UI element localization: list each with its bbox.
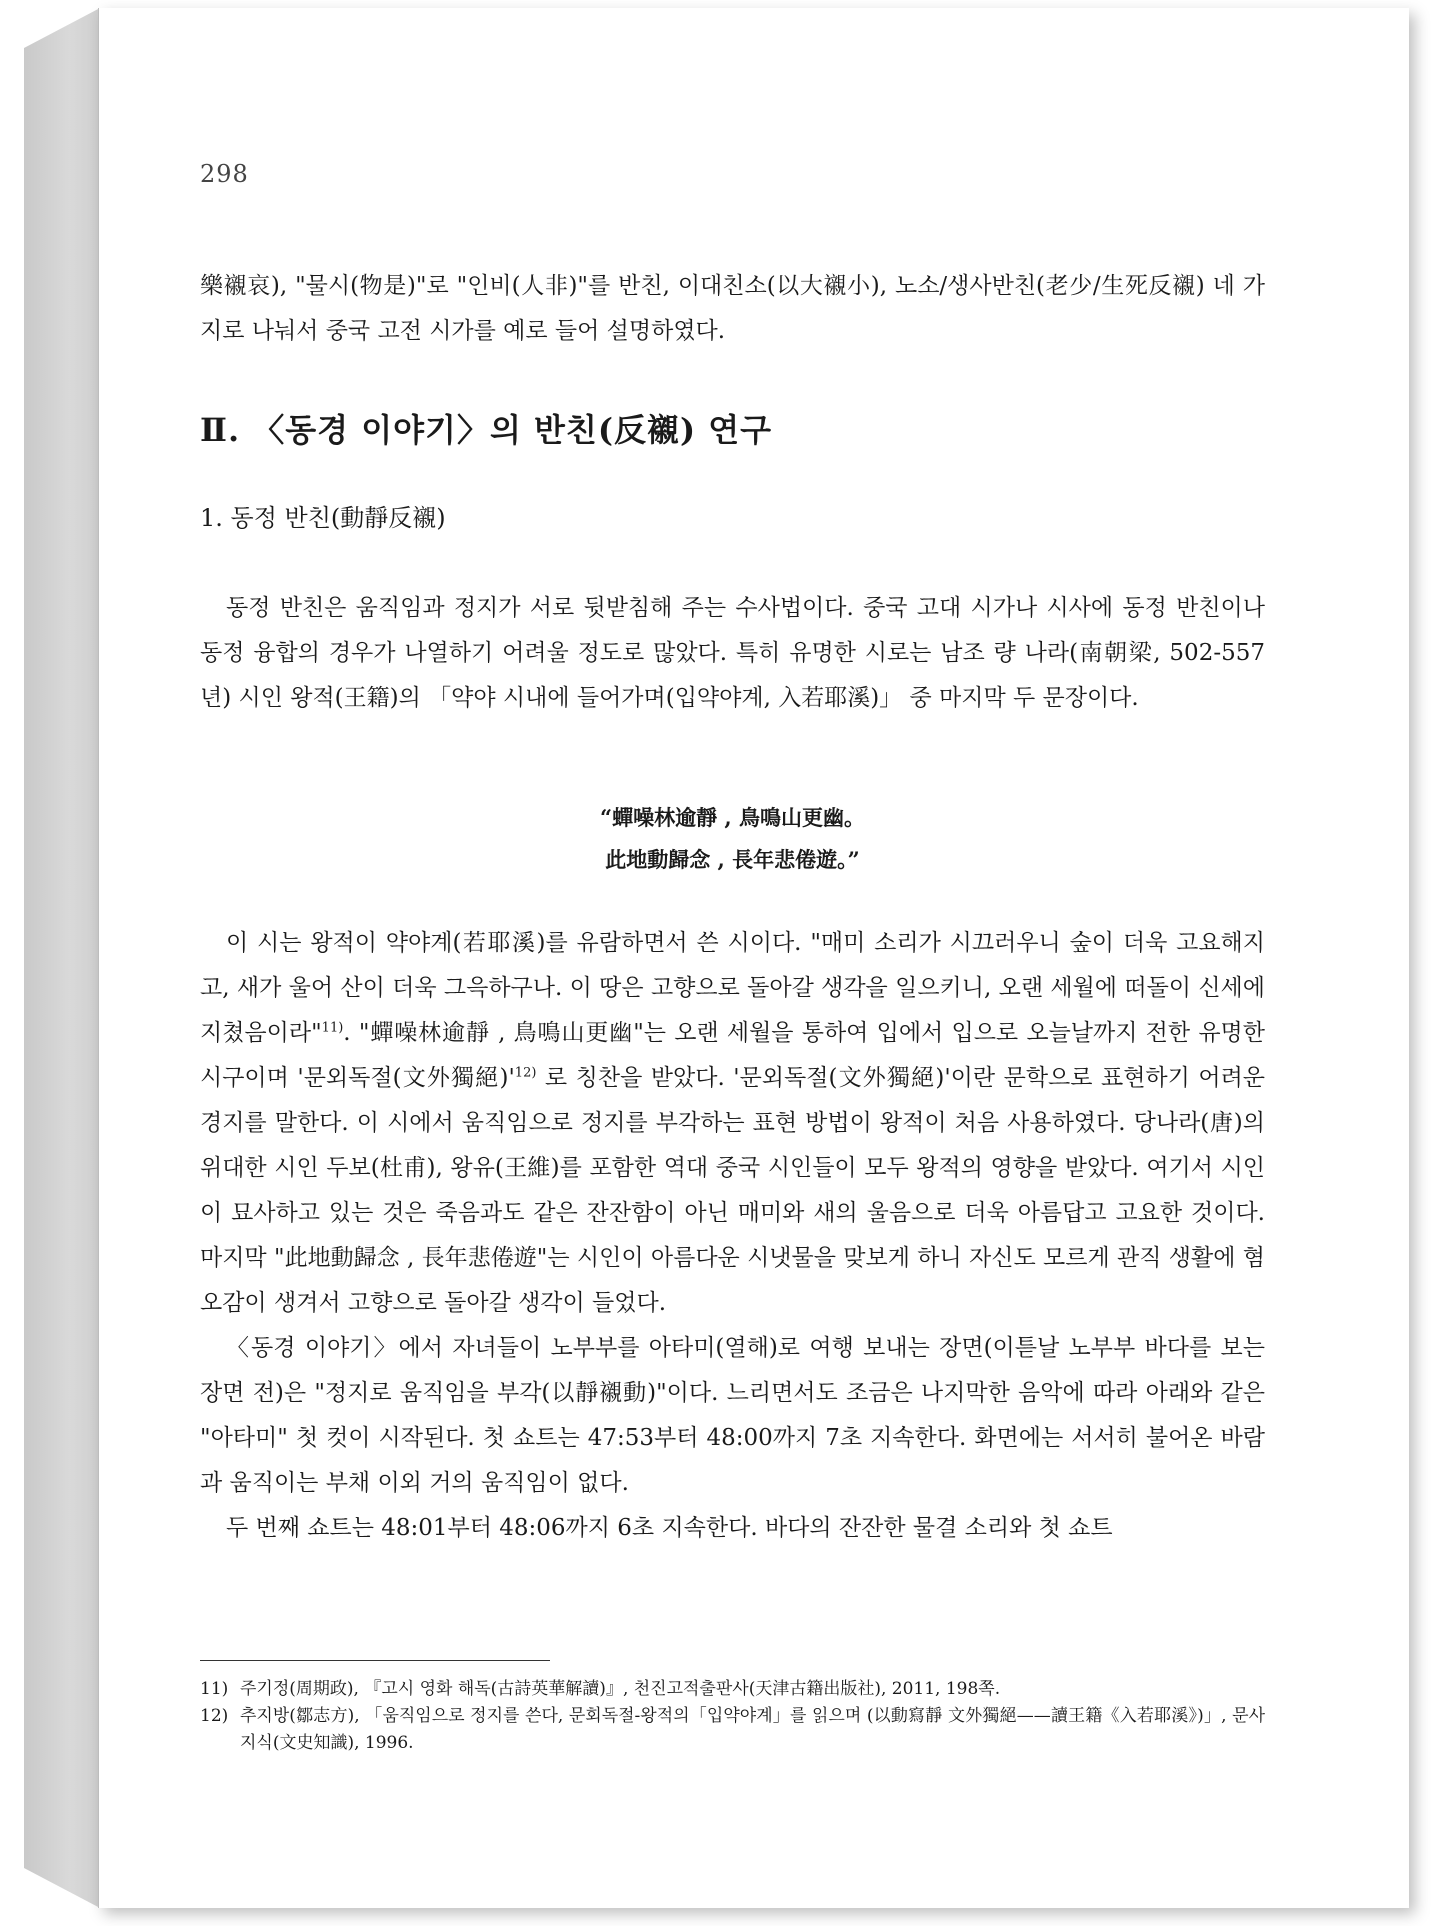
footnote-ref-12[interactable]: 12) bbox=[514, 1065, 537, 1081]
section-title: Ⅱ. 〈동경 이야기〉의 반친(反襯) 연구 bbox=[200, 411, 773, 449]
subsection-title: 1. 동정 반친(動靜反襯) bbox=[200, 504, 446, 532]
paragraph-block-1 bbox=[200, 586, 1265, 721]
poem-line-1: “蟬噪林逾靜 , 鳥鳴山更幽。 bbox=[599, 805, 865, 830]
footnotes bbox=[200, 1676, 1265, 1757]
footnote-text: 주기정(周期政), 『고시 영화 해독(古詩英華解讀)』, 천진고적출판사(天津古籍出版社), 2011, 198쪽. bbox=[240, 1679, 1001, 1699]
paragraph-1: 동정 반친은 움직임과 정지가 서로 뒷받침해 주는 수사법이다. 중국 고대 시가나 시사에 동정 반친이나 동정 융합의 경우가 나열하기 어려울 정도로 많았다. 특히 유명한 시로는 남조 량 나라(南朝梁, 502-557년) 시인 왕적(王籍)의 「약야 시내에 들어가며(입약야계, 入若耶溪)」 중 마지막 두 문장이다. bbox=[200, 595, 1265, 711]
page-number: 298 bbox=[200, 160, 249, 188]
book-spine bbox=[24, 8, 100, 1908]
poem-line-2: 此地動歸念 , 長年悲倦遊。” bbox=[605, 847, 860, 872]
footnote-11 bbox=[200, 1676, 1265, 1703]
paragraph-2-part-c: 로 칭찬을 받았다. '문외독절(文外獨絕)'이란 문학으로 표현하기 어려운 경지를 말한다. 이 시에서 움직임으로 정지를 부각하는 표현 방법이 왕적이 처음 사용하였다. 당나라(唐)의 위대한 시인 두보(杜甫), 왕유(王維)를 포함한 역대 중국 시인들이 모두 왕적의 영향을 받았다. 여기서 시인이 묘사하고 있는 것은 죽음과도 같은 잔잔함이 아닌 매미와 새의 울음으로 더욱 아름답고 고요한 것이다. 마지막 "此地動歸念 , 長年悲倦遊"는 시인이 아름다운 시냇물을 맞보게 하니 자신도 모르게 관직 생활에 혐오감이 생겨서 고향으로 돌아갈 생각이 들었다. bbox=[200, 1065, 1266, 1316]
footnote-12 bbox=[200, 1703, 1265, 1757]
footnote-text: 추지방(鄒志方), 「움직임으로 정지를 쓴다, 문회독절-왕적의「입약야계」를 읽으며 (以動寫靜 文外獨絕——讀王籍《入若耶溪》)」, 문사지식(文史知識), 1996. bbox=[240, 1706, 1265, 1753]
paragraph-2-part-b: . "蟬噪林逾靜 , 鳥鳴山更幽"는 오랜 세월을 통하여 입에서 입으로 오늘날까지 전한 유명한 시구이며 '문외독절(文外獨絕)' bbox=[200, 1020, 1265, 1091]
paragraph-block-2 bbox=[200, 921, 1265, 1551]
intro-paragraph: 樂襯哀), "물시(物是)"로 "인비(人非)"를 반친, 이대친소(以大襯小), 노소/생사반친(老少/生死反襯) 네 가지로 나눠서 중국 고전 시가를 예로 들어 설명하였다. bbox=[200, 273, 1265, 344]
intro-paragraph-block bbox=[200, 264, 1265, 354]
footnote-number: 12) bbox=[200, 1706, 229, 1726]
poem-quote bbox=[200, 797, 1265, 881]
paragraph-2 bbox=[200, 921, 1265, 1326]
paragraph-4: 두 번째 쇼트는 48:01부터 48:06까지 6초 지속한다. 바다의 잔잔한 물결 소리와 첫 쇼트 bbox=[226, 1515, 1113, 1541]
paragraph-2-part-a: 이 시는 왕적이 약야계(若耶溪)를 유람하면서 쓴 시이다. "매미 소리가 시끄러우니 숲이 더욱 고요해지고, 새가 울어 산이 더욱 그윽하구나. 이 땅은 고향으로 돌아갈 생각을 일으키니, 오랜 세월에 떠돌이 신세에 지쳤음이라" bbox=[200, 930, 1265, 1046]
footnote-divider bbox=[200, 1660, 550, 1661]
footnote-number: 11) bbox=[200, 1679, 229, 1699]
footnote-ref-11[interactable]: 11) bbox=[321, 1020, 344, 1036]
paragraph-3: 〈동경 이야기〉에서 자녀들이 노부부를 아타미(열해)로 여행 보내는 장면(이튿날 노부부 바다를 보는 장면 전)은 "정지로 움직임을 부각(以靜襯動)"이다. 느리면서도 조금은 나지막한 음악에 따라 아래와 같은 "아타미" 첫 컷이 시작된다. 첫 쇼트는 47:53부터 48:00까지 7초 지속한다. 화면에는 서서히 불어온 바람과 움직이는 부채 이외 거의 움직임이 없다. bbox=[200, 1335, 1265, 1496]
